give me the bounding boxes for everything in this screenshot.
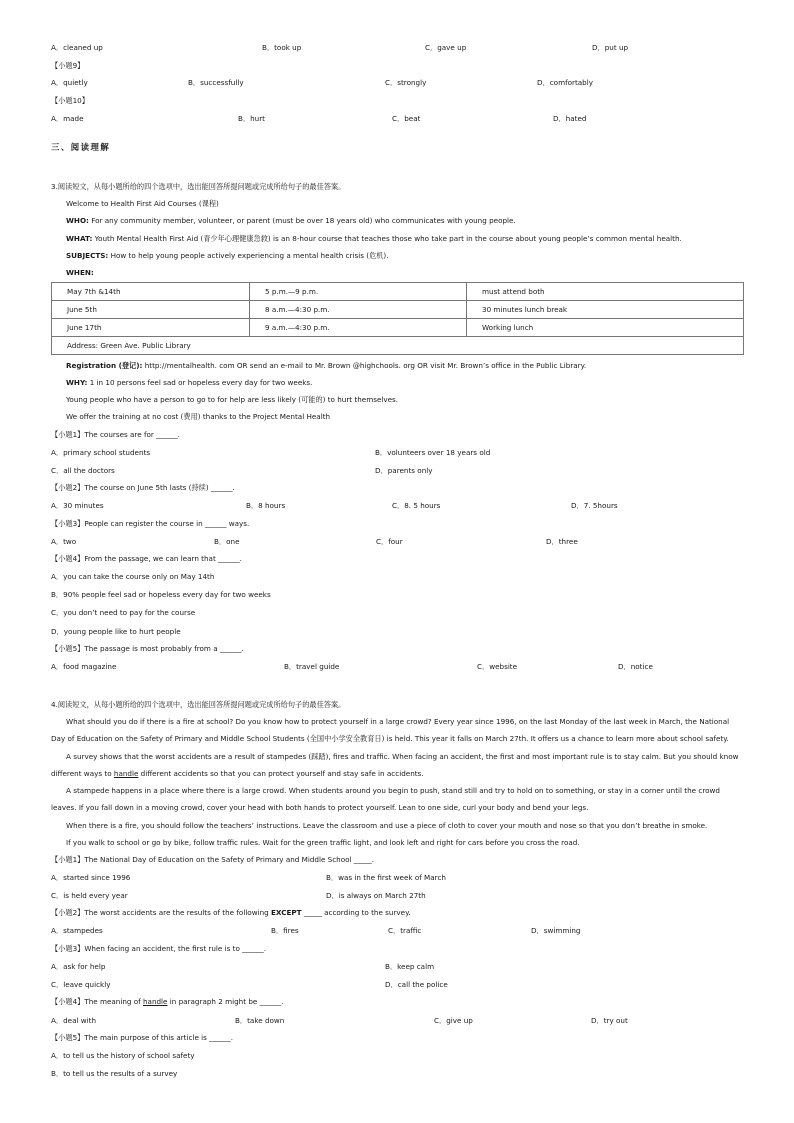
passage3-when bbox=[66, 268, 94, 278]
p4-q4-option-d: D．try out bbox=[591, 1016, 628, 1025]
table-cell: May 7th &14th bbox=[52, 283, 250, 301]
subjects-label: SUBJECTS: bbox=[66, 251, 109, 260]
p3-q2-option-a: A．30 minutes bbox=[51, 501, 104, 510]
p4-q1-option-b: B．was in the first week of March bbox=[326, 873, 446, 882]
table-address-cell: Address: Green Ave. Public Library bbox=[52, 337, 744, 355]
stem-text: 【小题4】The meaning of bbox=[51, 997, 143, 1006]
p3-q3-option-c: C．four bbox=[376, 537, 403, 546]
p4-q5-stem: 【小题5】The main purpose of this article is ______. bbox=[51, 1033, 234, 1042]
p4-q1-option-a: A．started since 1996 bbox=[51, 873, 131, 882]
p3-q3-option-a: A．two bbox=[51, 537, 77, 546]
p4-q3-option-b: B．keep calm bbox=[385, 962, 435, 971]
table-cell: 5 p.m.—9 p.m. bbox=[250, 283, 467, 301]
why-text: 1 in 10 persons feel sad or hopeless every day for two weeks. bbox=[87, 378, 313, 387]
passage4-paragraph-4 bbox=[51, 817, 743, 834]
q8-option-d: D．put up bbox=[592, 43, 629, 52]
q8-option-a: A．cleaned up bbox=[51, 43, 103, 52]
subjects-text: How to help young people actively experiencing a mental health crisis (危机). bbox=[108, 251, 389, 260]
stem-text: in paragraph 2 might be ______. bbox=[167, 997, 284, 1006]
paragraph-text: What should you do if there is a fire at school? Do you know how to protect yourself in a large crowd? Every year since 1996, on the last Monday of the last week in March, the National Day of Education on the Safety of Primary and Middle School Students (全国中小学安全教育日) is held. This year it falls on March 27th. It offers us a chance to learn more about school safety. bbox=[51, 717, 730, 744]
p4-q2-option-b: B．fires bbox=[271, 926, 299, 935]
passage3-what bbox=[66, 234, 682, 244]
p4-q2-option-c: C．traffic bbox=[388, 926, 422, 935]
stem-text: _____ according to the survey. bbox=[301, 908, 411, 917]
q10-label: 【小题10】 bbox=[51, 96, 89, 105]
paragraph-text: A survey shows that the worst accidents are a result of stampedes (踩踏), fires and traffic. When facing an accident, the first and most important rule is to stay calm. But you should know different ways to bbox=[51, 752, 739, 779]
p3-q1-option-c: C．all the doctors bbox=[51, 466, 115, 475]
q9-option-b: B．successfully bbox=[188, 78, 244, 87]
p4-q2-option-d: D．swimming bbox=[531, 926, 581, 935]
table-cell: 30 minutes lunch break bbox=[467, 301, 744, 319]
p4-q5-option-b: B．to tell us the results of a survey bbox=[51, 1069, 178, 1078]
q9-label: 【小题9】 bbox=[51, 61, 85, 70]
paragraph-text: A stampede happens in a place where there is a large crowd. When students around you begin to push, stand still and try to hold on to something, or stay in a corner until the crowd leaves. If you fall down in a moving crowd, cover your head with both hands to protect yourself. Lean to one side, curl your body and bend your legs. bbox=[51, 786, 720, 813]
q10-option-d: D．hated bbox=[553, 114, 587, 123]
table-cell: Working lunch bbox=[467, 319, 744, 337]
table-cell: June 17th bbox=[52, 319, 250, 337]
p3-q4-option-a: A．you can take the course only on May 14th bbox=[51, 572, 215, 581]
p3-q2-option-d: D．7. 5hours bbox=[571, 501, 618, 510]
paragraph-text: If you walk to school or go by bike, follow traffic rules. Wait for the green traffic light, and look left and right for cars before you cross the road. bbox=[66, 838, 580, 847]
p3-q3-option-d: D．three bbox=[546, 537, 578, 546]
p3-q5-option-b: B．travel guide bbox=[284, 662, 340, 671]
p4-q3-option-d: D．call the police bbox=[385, 980, 448, 989]
registration-label: Registration (登记): bbox=[66, 361, 143, 370]
q10-option-b: B．hurt bbox=[238, 114, 266, 123]
p3-q4-stem: 【小题4】From the passage, we can learn that ______. bbox=[51, 554, 242, 563]
p4-q3-stem: 【小题3】When facing an accident, the first rule is to ______. bbox=[51, 944, 267, 953]
q9-option-c: C．strongly bbox=[385, 78, 427, 87]
p4-q1-stem: 【小题1】The National Day of Education on the Safety of Primary and Middle School _____. bbox=[51, 855, 375, 864]
what-text: Youth Mental Health First Aid (青少年心理健康急救) is an 8-hour course that teaches those who take part in the course about young people’s common mental health. bbox=[92, 234, 682, 243]
p4-q4-option-a: A．deal with bbox=[51, 1016, 97, 1025]
p3-q2-stem: 【小题2】The course on June 5th lasts (持续) ______. bbox=[51, 483, 235, 492]
p4-q3-option-a: A．ask for help bbox=[51, 962, 106, 971]
paragraph-text: different accidents so that you can protect yourself and stay safe in accidents. bbox=[138, 769, 424, 779]
schedule-table bbox=[51, 282, 744, 355]
p3-q4-option-d: D．young people like to hurt people bbox=[51, 627, 181, 636]
passage3-who bbox=[66, 216, 516, 226]
passage3-offer: We offer the training at no cost (费用) thanks to the Project Mental Health bbox=[66, 412, 331, 421]
q9-option-d: D．comfortably bbox=[537, 78, 593, 87]
p4-q4-stem bbox=[51, 997, 283, 1007]
who-text: For any community member, volunteer, or parent (must be over 18 years old) who communicates with young people. bbox=[88, 216, 516, 225]
table-row bbox=[52, 319, 744, 337]
except-word: EXCEPT bbox=[271, 908, 302, 917]
p4-q1-option-c: C．is held every year bbox=[51, 891, 128, 900]
registration-text: http://mentalhealth. com OR send an e-mail to Mr. Brown @highchools. org OR visit Mr. Brown’s office in the Public Library. bbox=[142, 361, 587, 370]
p3-q2-option-c: C．8. 5 hours bbox=[392, 501, 441, 510]
p3-q1-option-a: A．primary school students bbox=[51, 448, 151, 457]
q10-option-c: C．beat bbox=[392, 114, 421, 123]
p4-q1-option-d: D．is always on March 27th bbox=[326, 891, 426, 900]
table-row bbox=[52, 283, 744, 301]
handle-word: handle bbox=[113, 769, 139, 779]
section-title: 三、阅读理解 bbox=[51, 142, 111, 152]
p3-q3-option-b: B．one bbox=[214, 537, 240, 546]
p3-q5-stem: 【小题5】The passage is most probably from a ______. bbox=[51, 644, 244, 653]
q8-option-b: B．took up bbox=[262, 43, 302, 52]
passage3-subjects bbox=[66, 251, 389, 261]
p3-q1-stem: 【小题1】The courses are for ______. bbox=[51, 430, 180, 439]
q8-option-c: C．gave up bbox=[425, 43, 467, 52]
who-label: WHO: bbox=[66, 216, 89, 225]
table-cell: 9 a.m.—4:30 p.m. bbox=[250, 319, 467, 337]
passage4-paragraph-5 bbox=[51, 834, 743, 851]
q10-option-a: A．made bbox=[51, 114, 84, 123]
passage4-paragraph-1 bbox=[51, 713, 743, 747]
p4-q2-option-a: A．stampedes bbox=[51, 926, 103, 935]
table-cell: June 5th bbox=[52, 301, 250, 319]
p3-q1-option-d: D．parents only bbox=[375, 466, 433, 475]
passage3-why bbox=[66, 378, 312, 388]
table-cell: 8 a.m.—4:30 p.m. bbox=[250, 301, 467, 319]
table-cell: must attend both bbox=[467, 283, 744, 301]
table-row bbox=[52, 301, 744, 319]
p3-q5-option-a: A．food magazine bbox=[51, 662, 117, 671]
p3-q5-option-d: D．notice bbox=[618, 662, 653, 671]
p3-q3-stem: 【小题3】People can register the course in ______ ways. bbox=[51, 519, 250, 528]
p4-q5-option-a: A．to tell us the history of school safety bbox=[51, 1051, 195, 1060]
p3-q5-option-c: C．website bbox=[477, 662, 518, 671]
paragraph-text: When there is a fire, you should follow the teachers’ instructions. Leave the classroom and use a piece of cloth to cover your mouth and nose so that you don’t breathe in smoke. bbox=[66, 821, 708, 830]
table-row bbox=[52, 337, 744, 355]
what-label: WHAT: bbox=[66, 234, 93, 243]
p4-q3-option-c: C．leave quickly bbox=[51, 980, 111, 989]
p4-q4-option-b: B．take down bbox=[235, 1016, 285, 1025]
handle-word: handle bbox=[142, 997, 168, 1006]
passage4-paragraph-3 bbox=[51, 782, 743, 816]
p4-q2-stem bbox=[51, 908, 411, 918]
passage3-welcome: Welcome to Health First Aid Courses (课程) bbox=[66, 199, 219, 208]
p3-q2-option-b: B．8 hours bbox=[246, 501, 286, 510]
stem-text: 【小题2】The worst accidents are the results of the following bbox=[51, 908, 271, 917]
p3-q4-option-c: C．you don’t need to pay for the course bbox=[51, 608, 196, 617]
p4-q4-option-c: C．give up bbox=[434, 1016, 473, 1025]
passage4-paragraph-2 bbox=[51, 748, 743, 782]
passage3-young-people: Young people who have a person to go to for help are less likely (可能的) to hurt themselves. bbox=[66, 395, 399, 404]
why-label: WHY: bbox=[66, 378, 88, 387]
p3-q4-option-b: B．90% people feel sad or hopeless every day for two weeks bbox=[51, 590, 271, 599]
q9-option-a: A．quietly bbox=[51, 78, 88, 87]
when-label: WHEN: bbox=[66, 268, 94, 277]
p3-q1-option-b: B．volunteers over 18 years old bbox=[375, 448, 491, 457]
passage3-instruction: 3.阅读短文，从每小题所给的四个选项中，选出能回答所提问题或完成所给句子的最佳答案。 bbox=[51, 182, 346, 191]
passage3-registration bbox=[66, 361, 586, 371]
passage4-instruction: 4.阅读短文，从每小题所给的四个选项中，选出能回答所提问题或完成所给句子的最佳答案。 bbox=[51, 700, 346, 709]
